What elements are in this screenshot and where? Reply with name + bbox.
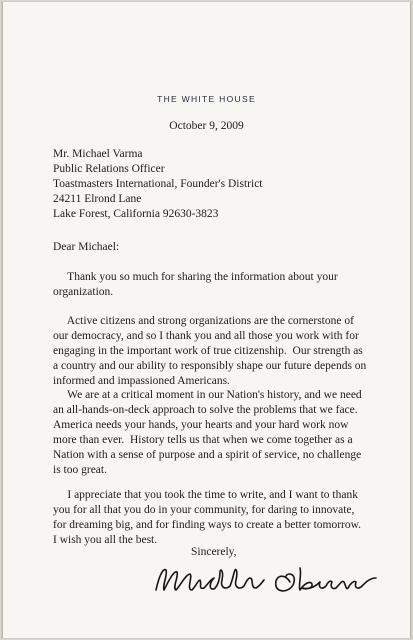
paragraph-line: is too great. (53, 464, 107, 476)
letter-date: October 9, 2009 (169, 120, 244, 132)
paragraph-line: We are at a critical moment in our Nation's history, and we need (53, 389, 362, 401)
closing: Sincerely, (191, 546, 237, 558)
paragraph-line: for dreaming big, and for finding ways to create a better tomorrow. (53, 519, 362, 531)
paragraph-line: a country and our ability to responsibly shape our future depends on (53, 360, 367, 372)
salutation: Dear Michael: (53, 241, 120, 253)
paragraph-line: organization. (53, 286, 114, 298)
paragraph-line: I wish you all the best. (53, 534, 158, 546)
paragraph-line: our democracy, and so I thank you and all those you work with for (53, 330, 359, 342)
recipient-line: Mr. Michael Varma (53, 148, 143, 160)
recipient-line: 24211 Elrond Lane (53, 193, 142, 205)
body-paragraph-2 (53, 314, 373, 389)
handwritten-signature (150, 560, 380, 600)
body-paragraph-1 (53, 270, 373, 300)
recipient-line: Lake Forest, California 92630-3823 (53, 208, 219, 220)
body-paragraph-3 (53, 388, 373, 478)
body-paragraph-4 (53, 488, 373, 548)
paragraph-line: Nation with a sense of purpose and a spirit of service, no challenge (53, 449, 362, 461)
paragraph-line: engaging in the important work of true citizenship. Our strength as (53, 345, 363, 357)
paragraph-line: Thank you so much for sharing the information about your (53, 271, 338, 283)
paragraph-line: an all-hands-on-deck approach to solve the problems that we face. (53, 404, 358, 416)
paragraph-line: I appreciate that you took the time to write, and I want to thank (53, 489, 358, 501)
paragraph-line: more than ever. History tells us that when we come together as a (53, 434, 353, 446)
recipient-line: Public Relations Officer (53, 163, 165, 175)
paragraph-line: Active citizens and strong organizations are the cornerstone of (53, 315, 354, 327)
recipient-line: Toastmasters International, Founder's District (53, 178, 263, 190)
letterhead: THE WHITE HOUSE (157, 94, 256, 104)
paragraph-line: America needs your hands, your hearts and your hard work now (53, 419, 349, 431)
paragraph-line: informed and impassioned Americans. (53, 375, 230, 387)
paragraph-line: you for all that you do in your community, for daring to innovate, (53, 504, 355, 516)
letter-page (2, 2, 411, 638)
recipient-address (53, 147, 263, 222)
